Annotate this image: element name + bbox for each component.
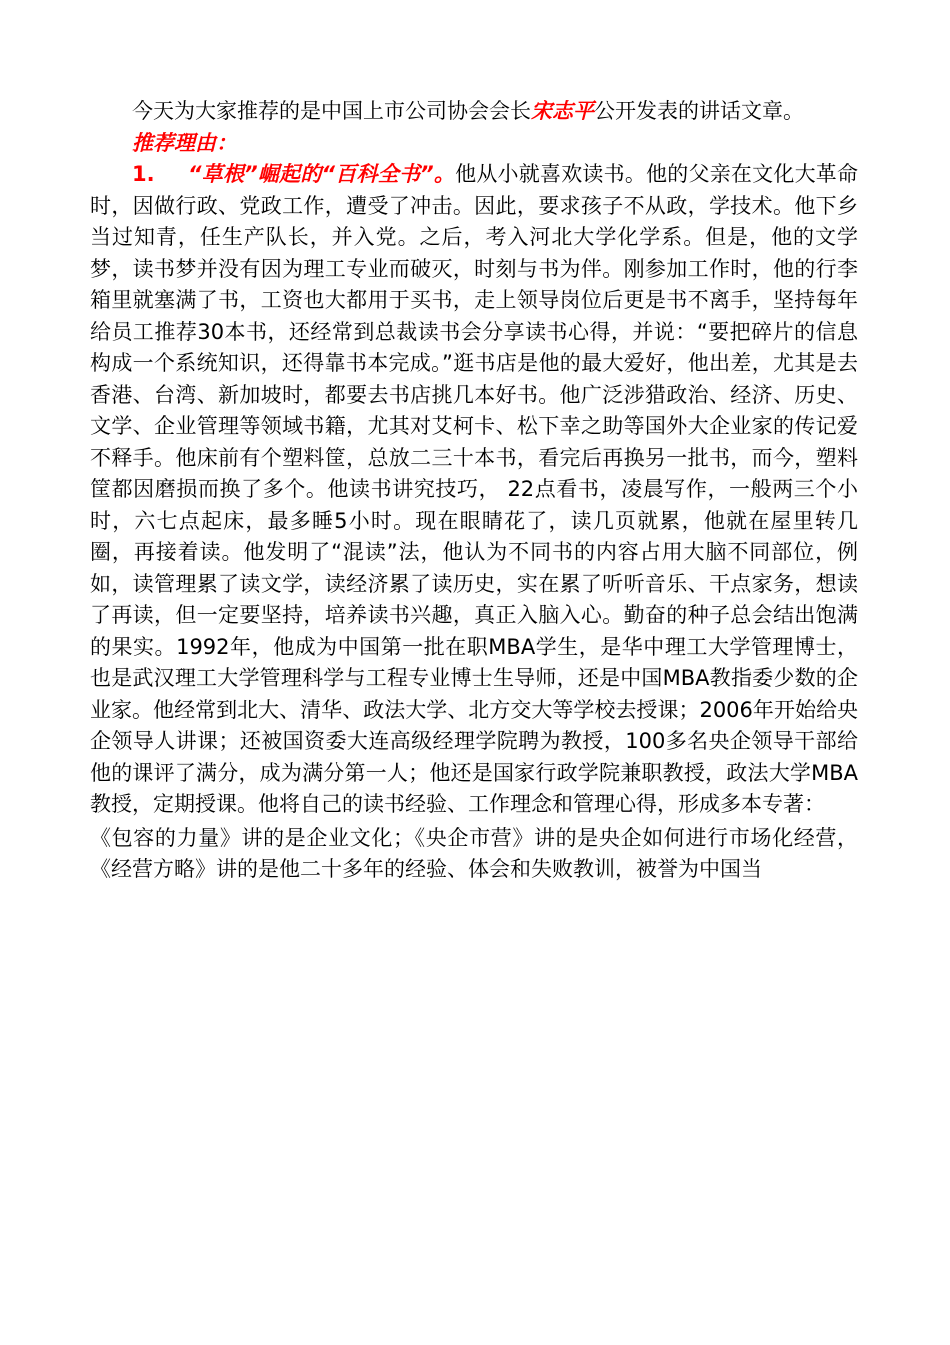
reason-title: 推荐理由： — [132, 130, 237, 155]
article-body — [90, 96, 858, 886]
item-1-number: 1. — [132, 162, 155, 186]
highlighted-name: 宋志平 — [531, 99, 594, 123]
intro-prefix: 今天为大家推荐的是中国上市公司协会会长 — [132, 99, 531, 123]
intro-suffix: 公开发表的讲话文章。 — [594, 99, 804, 123]
item-1-heading: “草根”崛起的“百科全书”。 — [188, 162, 456, 186]
item-1-body: 他从小就喜欢读书。他的父亲在文化大革命时，因做行政、党政工作，遭受了冲击。因此，要求孩子不从政，学技术。他下乡当过知青，任生产队长，并入党。之后，考入河北大学化学系。但是，他的文学梦，读书梦并没有因为理工专业而破灭，时刻与书为伴。刚参加工作时，他的行李箱里就塞满了书，工资也大都用于买书，走上领导岗位后更是书不离手，坚持每年给员工推荐30本书，还经常到总裁读书会分享读书心得，并说：“要把碎片的信息构成一个系统知识，还得靠书本完成。”逛书店是他的最大爱好，他出差，尤其是去香港、台湾、新加坡时，都要去书店挑几本好书。他广泛涉猎政治、经济、历史、文学、企业管理等领域书籍，尤其对艾柯卡、松下幸之助等国外大企业家的传记爱不释手。他床前有个塑料筐，总放二三十本书，看完后再换另一批书，而今，塑料筐都因磨损而换了多个。他读书讲究技巧， 22点看书，凌晨写作，一般两三个小时，六七点起床，最多睡5小时。现在眼睛花了，读几页就累，他就在屋里转几圈，再接着读。他发明了“混读”法，他认为不同书的内容占用大脑不同部位，例如，读管理累了读文学，读经济累了读历史，实在累了听听音乐、干点家务，想读了再读，但一定要坚持，培养读书兴趣，真正入脑入心。勤奋的种子总会结出饱满的果实。1992年，他成为中国第一批在职MBA学生，是华中理工大学管理博士，也是武汉理工大学管理科学与工程专业博士生导师，还是中国MBA教指委少数的企业家。他经常到北大、清华、政法大学、北方交大等学校去授课；2006年开始给央企领导人讲课；还被国资委大连高级经理学院聘为教授，100多名央企领导干部给他的课评了满分，成为满分第一人；他还是国家行政学院兼职教授，政法大学MBA教授，定期授课。他将自己的读书经验、工作理念和管理心得，形成多本专著： — [90, 162, 858, 816]
continuation-paragraph: 《包容的力量》讲的是企业文化；《央企市营》讲的是央企如何进行市场化经营，《经营方略》讲的是他二十多年的经验、体会和失败教训，被誉为中国当 — [90, 825, 858, 881]
item-1-paragraph — [90, 159, 858, 821]
intro-paragraph — [90, 96, 858, 128]
